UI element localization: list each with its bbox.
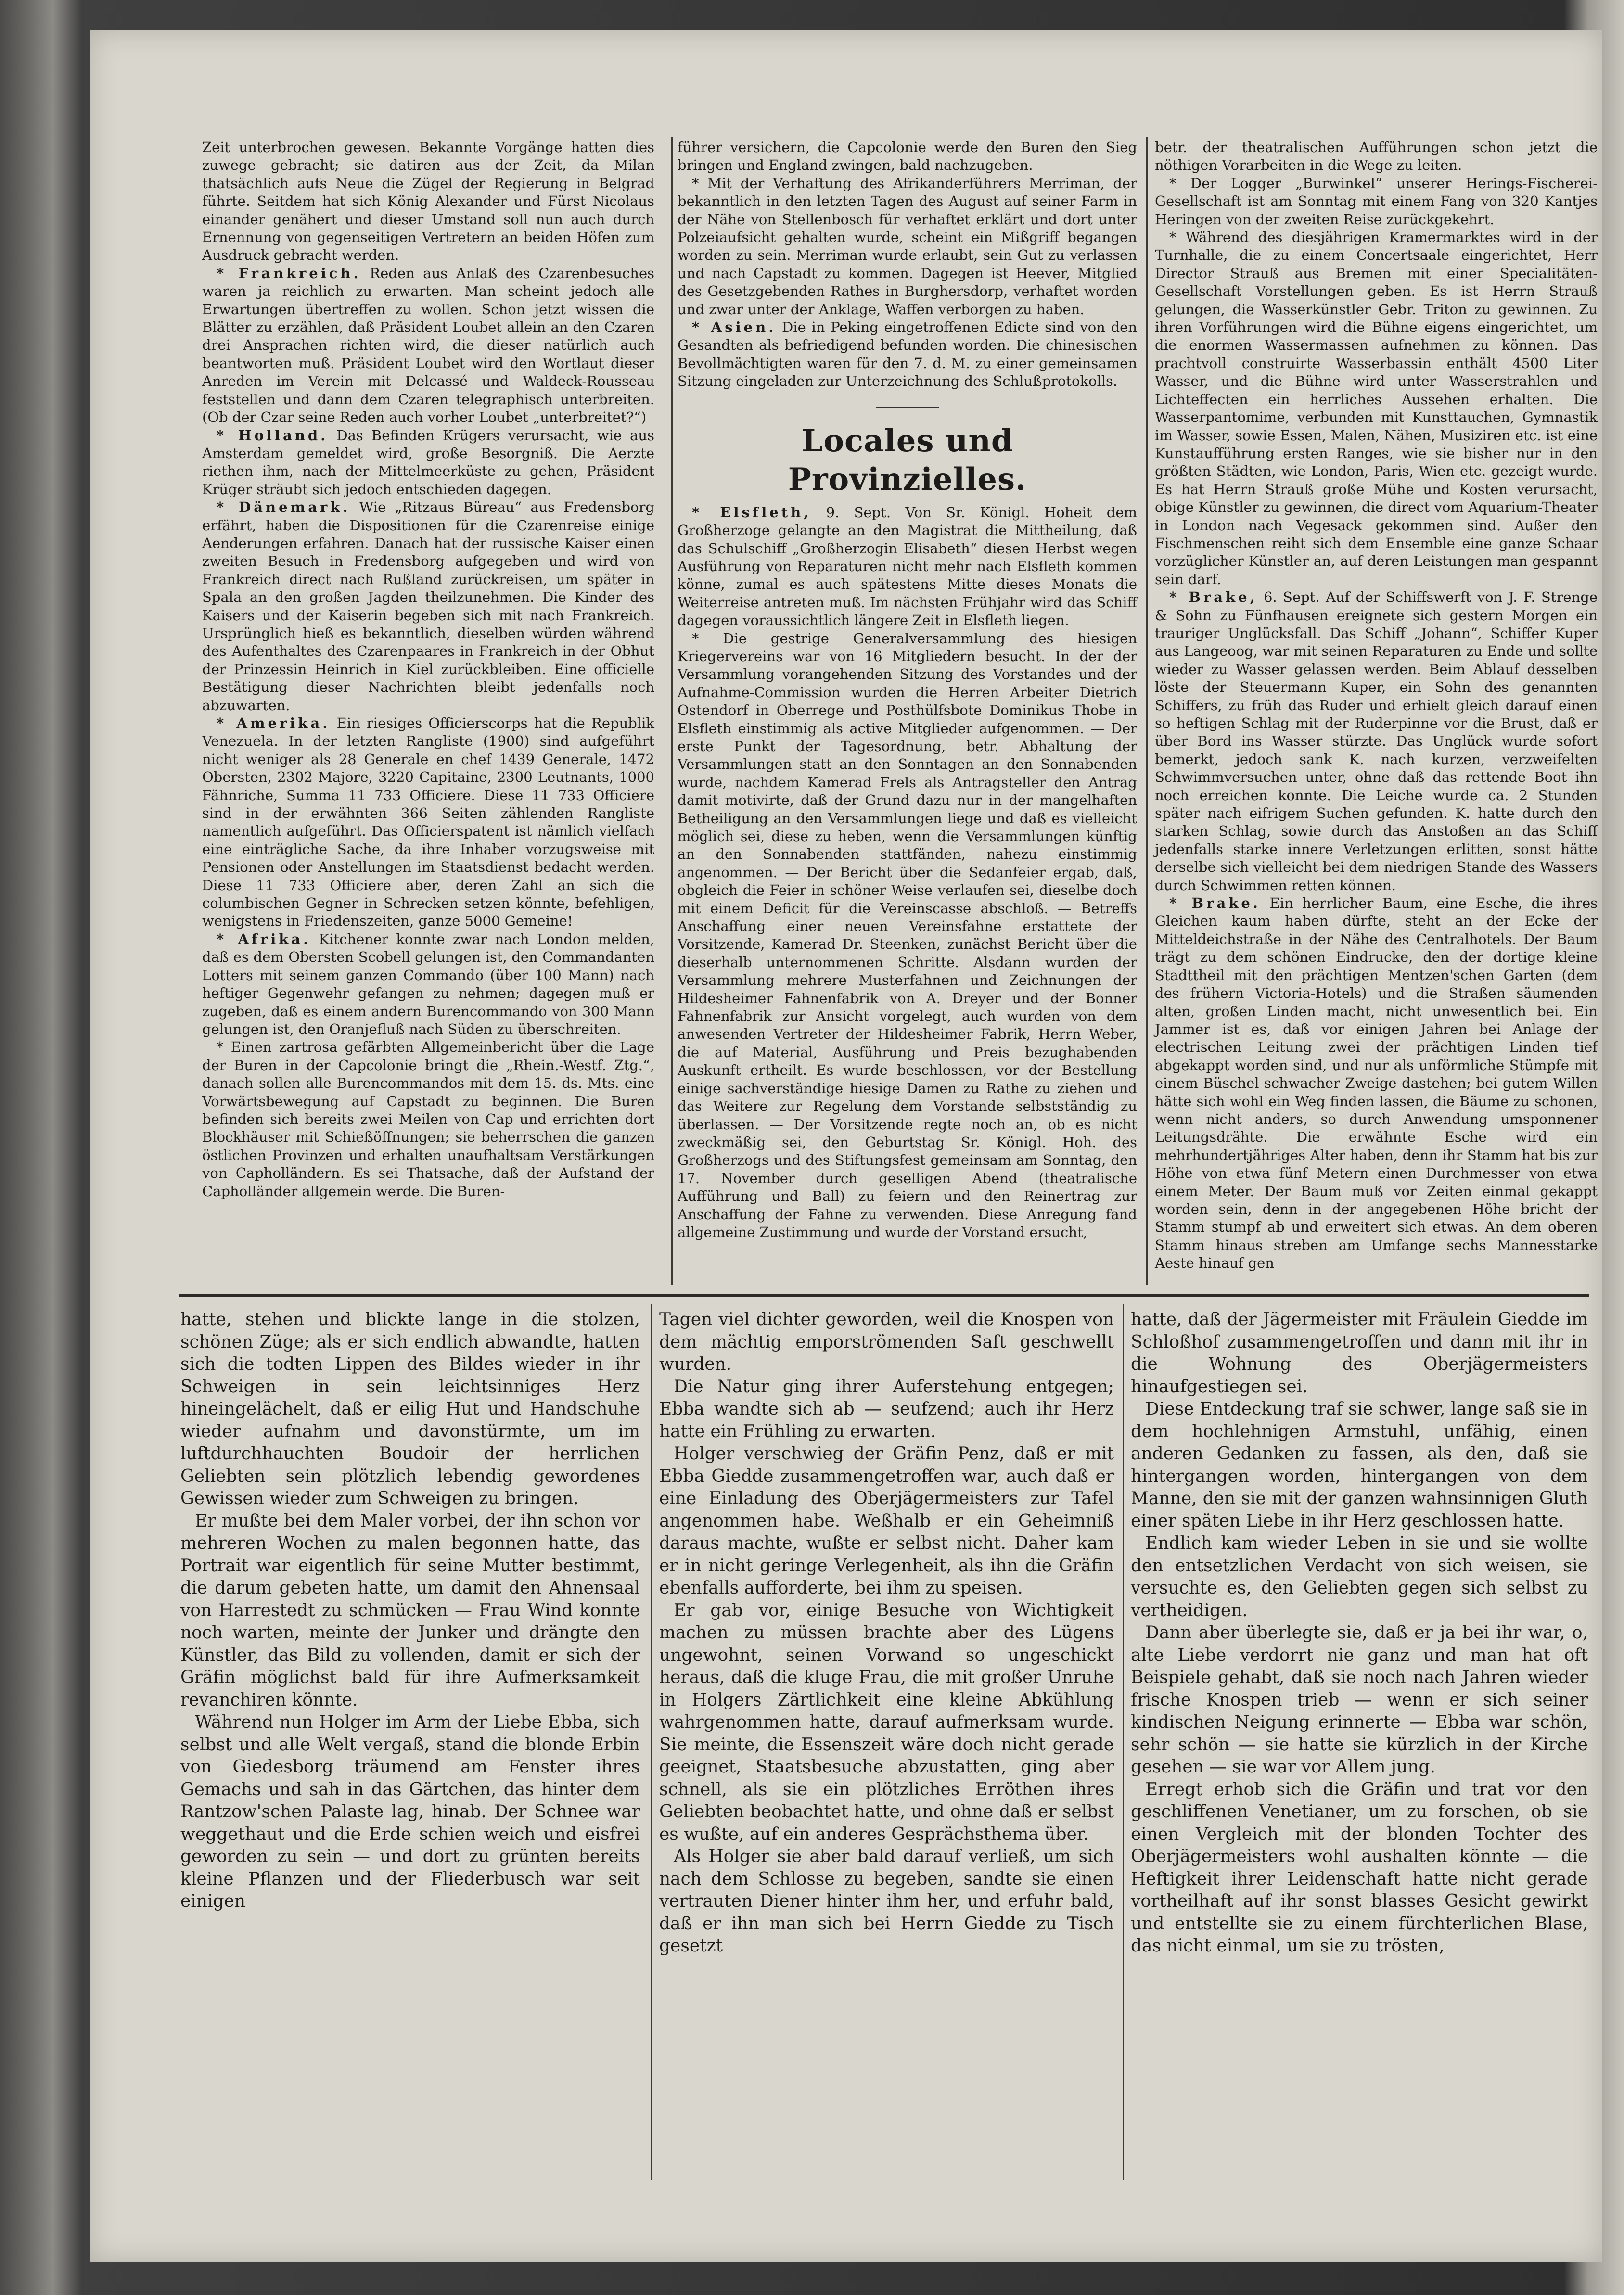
column-2-upper	[678, 139, 1137, 391]
paragraph-text: Dann aber überlegte sie, daß er ja bei ihr war, o, alte Liebe verdorrt nie ganz und man hat oft Beispiele gehabt, daß sie noch nach Jahren wieder frische Knospen trieb — wenn er sich seiner kindischen Neigung erinnerte — Ebba war schön, sehr schön — sie hatte sie kürzlich in der Kirche gesehen — sie war vor Allem jung.	[1131, 1623, 1588, 1777]
paragraph-keyword: * Brake.	[1169, 895, 1261, 912]
paragraph	[180, 1711, 640, 1913]
paragraph-text: Zeit unterbrochen gewesen. Bekannte Vorgänge hatten dies zuwege gebracht; sie datiren aus der Zeit, da Milan thatsächlich aufs Neue die Zügel der Regierung in Belgrad führte. Seitdem hat sich König Alexander und Fürst Nicolaus einander genähert und dieser Umstand soll nun auch durch Ernennung von gegenseitigen Vertretern an beiden Höfen zum Ausdruck gebracht werden.	[202, 139, 654, 264]
column-rule	[651, 1304, 652, 2180]
paragraph-text: führer versichern, die Capcolonie werde den Buren den Sieg bringen und England zwingen, bald nachzugeben.	[678, 139, 1137, 174]
top-column-3	[1155, 139, 1598, 1273]
section-heading: Locales und Provinzielles.	[788, 422, 1027, 497]
paragraph-text: * Der Logger „Burwinkel“ unserer Herings-Fischerei-Gesellschaft ist am Sonntag mit einem Fang von 320 Kantjes Heringen von der zweiten Reise zurückgekehrt.	[1155, 175, 1598, 228]
column-2-lower	[678, 504, 1137, 1242]
bottom-column-3	[1131, 1309, 1588, 1958]
paragraph	[1131, 1398, 1588, 1532]
paragraph-keyword: * Afrika.	[217, 931, 311, 947]
paragraph	[202, 265, 654, 427]
paragraph-text: hatte, daß der Jägermeister mit Fräulein Giedde im Schloßhof zusammengetroffen und dann mit ihr in die Wohnung des Oberjägermeisters hinaufgestiegen sei.	[1131, 1310, 1588, 1397]
paragraph	[202, 714, 654, 931]
paragraph-text: Diese Entdeckung traf sie schwer, lange saß sie in dem hochlehnigen Armstuhl, unfähig, einen anderen Gedanken zu fassen, als den, daß sie hintergangen worden, hintergangen von dem Manne, den sie mit der ganzen wahnsinnigen Gluth einer späten Liebe in ihr Herz geschlossen hatte.	[1131, 1399, 1588, 1531]
paragraph	[659, 1600, 1114, 1846]
paragraph	[180, 1510, 640, 1712]
column-rule	[1123, 1304, 1124, 2180]
paragraph-text: 9. Sept. Von Sr. Königl. Hoheit dem Großherzoge gelangte an den Magistrat die Mittheilung, daß das Schulschiff „Großherzogin Elisabeth“ diesen Herbst wegen Ausführung von Reparaturen nicht mehr nach Elsfleth kommen könne, zumal es auch spätestens Mitte dieses Monats die Weiterreise antreten muß. Im nächsten Frühjahr wird das Schiff dagegen voraussichtlich längere Zeit in Elsfleth liegen.	[678, 504, 1137, 629]
paragraph-text: Wie „Ritzaus Büreau“ aus Fredensborg erfährt, haben die Dispositionen für die Czarenreise einige Aenderungen erfahren. Danach hat der russische Kaiser einen zweiten Besuch in Fredensborg aufgegeben und wird von Frankreich direct nach Rußland zurückreisen, um später in Spala an den großen Jagden theilzunehmen. Die Kinder des Kaisers und der Kaiserin begeben sich mit nach Frankreich. Ursprünglich hieß es bekanntlich, dieselben würden während des Aufenthaltes des Czarenpaares in Frankreich in der Obhut der Prinzessin Heinrich in Kiel zurückbleiben. Eine officielle Bestätigung dieser Nachrichten bleibt jedenfalls noch abzuwarten.	[202, 499, 655, 714]
paragraph-text: * Mit der Verhaftung des Afrikanderführers Merriman, der bekanntlich in den letzten Tagen des August auf seiner Farm in der Nähe von Stellenbosch für verhaftet erklärt und dort unter Polzeiaufsicht gehalten wurde, scheint ein Mißgriff begangen worden zu sein. Merriman wurde erlaubt, sein Gut zu verlassen und nach Capstadt zu kommen. Dagegen ist Heever, Mitglied des Gesetzgebenden Rathes in Burghersdorp, verhaftet worden und zwar unter der Anklage, Waffen verborgen zu haben.	[678, 175, 1137, 318]
paragraph	[678, 504, 1137, 630]
paragraph-text: betr. der theatralischen Aufführungen schon jetzt die nöthigen Vorarbeiten in die Wege zu leiten.	[1155, 139, 1598, 174]
paragraph	[659, 1309, 1114, 1376]
paragraph	[202, 139, 654, 265]
bottom-column-1	[180, 1309, 640, 1913]
top-column-2	[678, 139, 1137, 1241]
paragraph-text: Endlich kam wieder Leben in sie und sie wollte den entsetzlichen Verdacht von sich weisen, sie versuchte es, den Geliebten gegen sich selbst zu vertheidigen.	[1131, 1533, 1588, 1620]
paragraph-text: Die Natur ging ihrer Auferstehung entgegen; Ebba wandte sich ab — seufzend; auch ihr Herz hatte ein Frühling zu erwarten.	[659, 1377, 1114, 1441]
paragraph	[659, 1376, 1114, 1443]
paragraph	[659, 1443, 1114, 1600]
paragraph	[678, 630, 1137, 1242]
paragraph	[1155, 894, 1598, 1273]
section-divider	[876, 407, 939, 408]
paragraph-text: Tagen viel dichter geworden, weil die Knospen von dem mächtig emporströmenden Saft geschwellt wurden.	[659, 1310, 1114, 1374]
paragraph-keyword: * Dänemark.	[217, 499, 351, 516]
paragraph-keyword: * Amerika.	[217, 715, 331, 731]
paragraph	[1131, 1309, 1588, 1398]
paragraph	[202, 931, 654, 1038]
top-column-1	[202, 139, 654, 1200]
paragraph	[1131, 1622, 1588, 1779]
paragraph	[180, 1309, 640, 1510]
paragraph-text: Kitchener konnte zwar nach London melden, daß es dem Obersten Scobell gelungen ist, den Commandanten Lotters mit seinem ganzen Commando (über 100 Mann) nach heftiger Gegenwehr gefangen zu nehmen; dagegen muß er zugeben, daß es einem andern Burencommando von 300 Mann gelungen ist, den Oranjefluß nach Süden zu überschreiten.	[202, 931, 654, 1037]
paragraph	[1155, 175, 1598, 229]
paragraph-keyword: * Holland.	[217, 427, 329, 444]
paragraph-text: Erregt erhob sich die Gräfin und trat vor den geschliffenen Venetianer, um zu forschen, ob sie einen Vergleich mit der blonden Tochter des Oberjägermeisters wohl aushalten könnte — die Heftigkeit ihrer Leidenschaft hatte nicht gerade vortheilhaft auf ihr sonst blasses Gesicht gewirkt und entstellte sie zu einem fürchterlichen Blase, das nicht einmal, um sie zu trösten,	[1131, 1779, 1588, 1956]
paragraph	[1155, 229, 1598, 588]
paragraph	[1155, 588, 1598, 894]
paragraph	[1131, 1532, 1588, 1622]
paragraph-text: Ein herrlicher Baum, eine Esche, die ihres Gleichen kaum haben dürfte, steht an der Ecke der Mitteldeichstraße in der Nähe des Centralhotels. Der Baum trägt zu dem schönen Eindrucke, den der dortige kleine Stadttheil mit den prächtigen Mentzen'schen Garten (dem des frühern Victoria-Hotels) und die Straßen säumenden alten, großen Linden macht, nicht unwesentlich bei. Ein Jammer ist es, daß vor einigen Jahren bei Anlage der electrischen Leitung zwei der prächtigen Linden tief abgekappt worden sind, und nur als unförmliche Stümpfe mit einem Büschel schwacher Zweige dastehen; bei gutem Willen hätte sich wohl ein Weg finden lassen, die Bäume zu schonen, wenn nicht anders, so durch Anwendung umsponnener Leitungsdrähte. Die erwähnte Esche wird ein mehrhundertjähriges Alter haben, denn ihr Stamm hat bis zur Höhe von etwa fünf Metern einen Durchmesser von etwa einem Meter. Der Baum muß vor Zeiten einmal gekappt worden sein, denn in der angegebenen Höhe bricht der Stamm stumpf ab und erweitert sich etwas. An dem oberen Stamm hinaus streben am Umfange sechs Mannesstarke Aeste hinauf gen	[1155, 895, 1598, 1272]
paragraph-text: Als Holger sie aber bald darauf verließ, um sich nach dem Schlosse zu begeben, sandte sie einen vertrauten Diener hinter ihm her, und erfuhr bald, daß er ihn man sich bei Herrn Giedde zu Tisch gesetzt	[659, 1847, 1114, 1956]
paragraph	[202, 498, 654, 714]
paragraph	[678, 175, 1137, 319]
paragraph-text: Er gab vor, einige Besuche von Wichtigkeit machen zu müssen brachte aber des Lügens ungewohnt, seinen Vorwand so ungeschickt heraus, daß die kluge Frau, die mit großer Unruhe in Holgers Zärtlichkeit eine kleine Abkühlung wahrgenommen hatte, darauf aufmerksam wurde. Sie meinte, die Essenszeit wäre doch nicht gerade geeignet, Staatsbesuche abzustatten, ging aber schnell, als sie ein plötzliches Erröthen ihres Geliebten beobachtet hatte, und ohne daß er selbst es wußte, auf ein anderes Gesprächsthema über.	[659, 1600, 1114, 1844]
paragraph	[678, 319, 1137, 391]
paragraph-text: * Einen zartrosa gefärbten Allgemeinbericht über die Lage der Buren in der Capcolonie bringt die „Rhein.-Westf. Ztg.“, danach sollen alle Burencommandos mit dem 15. ds. Mts. eine Vorwärtsbewegung auf Capstadt zu beginnen. Die Buren befinden sich bereits zwei Meilen von Cap und errichten dort Blockhäuser mit Schießöffnungen; sie beherrschen die ganzen östlichen Provinzen und erhalten unaufhaltsam Verstärkungen von Capholländern. Es sei Thatsache, daß der Aufstand der Capholländer allgemein werde. Die Buren-	[202, 1039, 654, 1199]
paragraph	[1131, 1779, 1588, 1958]
paragraph	[202, 427, 654, 499]
paragraph-text: Das Befinden Krügers verursacht, wie aus Amsterdam gemeldet wird, große Besorgniß. Die Aerzte riethen ihm, nach der Mittelmeerküste zu gehen, Präsident Krüger sträubt sich jedoch entschieden dagegen.	[202, 427, 654, 497]
paragraph-keyword: * Asien.	[692, 319, 777, 336]
paragraph-text: * Während des diesjährigen Kramermarktes wird in der Turnhalle, die zu einem Concertsaale eingerichtet, Herr Director Strauß aus Bremen mit einer Specialitäten-Gesellschaft Vorstellungen geben. Es ist Herrn Strauß gelungen, die Wasserkünstler Gebr. Triton zu gewinnen. Zu ihren Vorführungen wird die Bühne eigens eingerichtet, um die enormen Wassermassen aufnehmen zu können. Das prachtvoll construirte Wasserbassin enthält 4500 Liter Wasser, und die Bühne wird unter Wasserstrahlen und Lichteffecten ein herrliches Aussehen erhalten. Die Wasserpantomime, verbunden mit Kunsttauchen, Gymnastik im Wasser, sowie Essen, Malen, Nähen, Musiziren etc. ist eine Kunstaufführung ersten Ranges, wie sie bisher nur in den größten Städten, wie London, Paris, Wien etc. gezeigt wurde. Es hat Herrn Strauß große Mühe und Kosten verursacht, obige Künstler zu gewinnen, die direct vom Aquarium-Theater in London nach Vegesack gekommen sind. Außer den Fischmenschen reiht sich dem Ensemble eine ganze Schaar vorzüglicher Künstler an, auf deren Leistungen man gespannt sein darf.	[1155, 229, 1598, 587]
paragraph-text: Während nun Holger im Arm der Liebe Ebba, sich selbst und alle Welt vergaß, stand die blonde Erbin von Giedesborg träumend am Fenster ihres Gemachs und sah in das Gärtchen, das hinter dem Rantzow'schen Palaste lag, hinab. Der Schnee war weggethaut und die Erde schien weich und eisfrei geworden zu sein — und dort zu grünten bereits kleine Pflanzen und der Fliederbusch war seit einigen	[180, 1712, 640, 1911]
column-rule	[671, 137, 673, 1285]
paragraph-text: 6. Sept. Auf der Schiffswerft von J. F. Strenge & Sohn zu Fünfhausen ereignete sich gestern Morgen ein trauriger Unglücksfall. Das Schiff „Johann“, Schiffer Kuper aus Langeoog, war mit seinen Reparaturen zu Ende und sollte wieder zu Wasser gelassen werden. Beim Ablauf desselben löste der Steuermann Kuper, ein Sohn des genannten Schiffers, zu früh das Ruder und erhielt gleich darauf einen so heftigen Schlag mit der Ruderpinne vor die Brust, daß er über Bord ins Wasser stürzte. Das Unglück wurde sofort bemerkt, jedoch sank K. nach kurzen, verzweifelten Schwimmversuchen unter, ohne daß das rettende Boot ihn noch erreichen konnte. Die Leiche wurde ca. 2 Stunden später nach eifrigem Suchen gefunden. K. hatte durch den starken Schlag, sowie durch das Anstoßen an das Schiff jedenfalls starke innere Verletzungen erlitten, sonst hätte derselbe sich vielleicht bei dem niedrigen Stande des Wassers durch Schwimmen retten können.	[1155, 589, 1598, 893]
paragraph-text: Die in Peking eingetroffenen Edicte sind von den Gesandten als befriedigend befunden worden. Die chinesischen Bevollmächtigten waren für den 7. d. M. zu einer gemeinsamen Sitzung eingeladen zur Unterzeichnung des Schlußprotokolls.	[678, 319, 1137, 390]
paragraph	[202, 1038, 654, 1200]
paragraph-text: Er mußte bei dem Maler vorbei, der ihn schon vor mehreren Wochen zu malen begonnen hatte, das Portrait war eigentlich für seine Mutter bestimmt, die darum gebeten hatte, um damit den Ahnensaal von Harrestedt zu schmücken — Frau Wind konnte noch warten, meinte der Junker und drängte den Künstler, das Bild zu vollenden, damit er sich der Gräfin möglichst bald für ihre Aufmerksamkeit revanchiren könnte.	[180, 1511, 640, 1710]
paragraph	[659, 1846, 1114, 1958]
paragraph-text: Reden aus Anlaß des Czarenbesuches waren ja reichlich zu erwarten. Man scheint jedoch alle Erwartungen übertreffen zu wollen. Schon jetzt wissen die Blätter zu erzählen, daß Präsident Loubet allein an den Czaren drei Ansprachen richten wird, die dieser natürlich auch beantworten muß. Präsident Loubet wird den Wortlaut dieser Anreden im Verein mit Delcassé und Waldeck-Rousseau feststellen und dann dem Czaren telegraphisch unterbreiten. (Ob der Czar seine Reden auch vorher Loubet „unterbreitet?“)	[202, 265, 654, 426]
paragraph-keyword: * Elsfleth,	[692, 504, 812, 521]
bottom-column-2	[659, 1309, 1114, 1958]
paragraph-keyword: * Brake,	[1169, 589, 1258, 606]
paragraph-keyword: * Frankreich.	[217, 265, 361, 281]
paragraph-text: Ein riesiges Officierscorps hat die Republik Venezuela. In der letzten Rangliste (1900) sind aufgeführt nicht weniger als 28 Generale en chef 1439 Generale, 1472 Obersten, 2302 Majore, 3220 Capitaine, 2300 Leutnants, 1000 Fähnriche, Summa 11 733 Officiere. Diese 11 733 Officiere sind in der erwähnten 366 Seiten zählenden Rangliste namentlich aufgeführt. Das Officierspatent ist nämlich vielfach eine einträgliche Sache, da ihre Inhaber vorzugsweise mit Pensionen oder Anstellungen im Staatsdienst bedacht werden. Diese 11 733 Officiere aber, deren Zahl an sich die columbischen Gegner in Schrecken setzen könnte, befehligen, wenigstens in Friedenszeiten, ganze 5000 Gemeine!	[202, 715, 654, 930]
feuilleton-rule	[179, 1294, 1589, 1297]
column-rule	[1146, 137, 1148, 1285]
paragraph-text: * Die gestrige Generalversammlung des hiesigen Kriegervereins war von 16 Mitgliedern besucht. In der der Versammlung vorangehenden Sitzung des Vorstandes und der Aufnahme-Commission wurden die Herren Arbeiter Dietrich Ostendorf in Oberrege und Posthülfsbote Dominikus Thobe in Elsfleth einstimmig als active Mitglieder aufgenommen. — Der erste Punkt der Tagesordnung, betr. Abhaltung der Versammlungen statt an den Sonntagen an den Sonnabenden wurde, nachdem Kamerad Frels als Antragsteller den Antrag damit motivirte, daß der Grund dazu nur in der mangelhaften Betheiligung an den Versammlungen liege und daß es vielleicht möglich sei, diese zu heben, wenn die Versammlungen künftig an den Sonnabenden stattfänden, nahezu einstimmig angenommen. — Der Bericht über die Sedanfeier ergab, daß, obgleich die Feier in schöner Weise verlaufen sei, dieselbe doch mit einem Deficit für die Vereinscasse abschloß. — Betreffs Anschaffung einer neuen Vereinsfahne erstattete der Vorsitzende, Kamerad Dr. Steenken, zunächst Bericht über die dieserhalb unternommenen Schritte. Alsdann wurden der Versammlung mehrere Musterfahnen und Zeichnungen der Hildesheimer Fahnenfabrik von A. Dreyer und der Bonner Fahnenfabrik zur Ansicht vorgelegt, auch wurden von dem anwesenden Vertreter der Hildesheimer Fabrik, Herrn Weber, die auf Material, Ausführung und Preis bezughabenden Auskunft ertheilt. Es wurde beschlossen, vor der Bestellung einige sachverständige hiesige Damen zu Rathe zu ziehen und das Weitere zur Regelung dem Vorstande selbstständig zu überlassen. — Der Vorsitzende regte noch an, ob es nicht zweckmäßig sei, den Geburtstag Sr. Königl. Hoh. des Großherzogs und des Stiftungsfest gemeinsam am Sonntag, den 17. November durch geselligen Abend (theatralische Aufführung und Ball) zu feiern und den Reinertrag zur Anschaffung der Fahne zu verwenden. Diese Anregung fand allgemeine Zustimmung und wurde der Vorstand ersucht,	[678, 630, 1137, 1240]
paragraph-text: hatte, stehen und blickte lange in die stolzen, schönen Züge; als er sich endlich abwandte, hatten sich die todten Lippen des Bildes wieder in ihr Schweigen in sein leichtsinniges Herz hineingelächelt, daß er eilig Hut und Handschuhe wieder aufnahm und davonstürmte, um im luftdurchhauchten Boudoir der herrlichen Geliebten sein plötzlich lebendig gewordenes Gewissen wieder zum Schweigen zu bringen.	[180, 1310, 640, 1508]
paragraph-text: Holger verschwieg der Gräfin Penz, daß er mit Ebba Giedde zusammengetroffen war, auch daß er eine Einladung des Oberjägermeisters zur Tafel angenommen habe. Weßhalb er ein Geheimniß daraus machte, wußte er selbst nicht. Daher kam er in nicht geringe Verlegenheit, als ihn die Gräfin ebenfalls aufforderte, bei ihm zu speisen.	[659, 1444, 1114, 1598]
paragraph	[1155, 139, 1598, 175]
paragraph	[678, 139, 1137, 175]
